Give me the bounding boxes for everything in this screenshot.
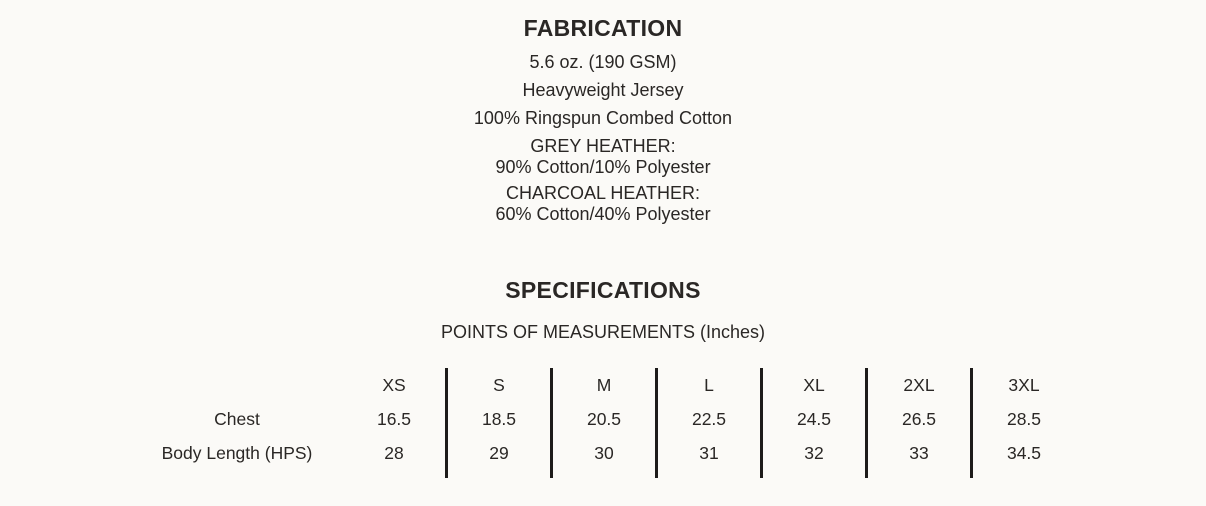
fabric-content: 100% Ringspun Combed Cotton <box>473 108 733 128</box>
chest-value-l: 22.5 <box>657 402 762 436</box>
fabric-type: Heavyweight Jersey <box>522 80 684 100</box>
measurement-row-body-length <box>131 436 1075 478</box>
chest-value-3xl: 28.5 <box>972 402 1076 436</box>
size-header-m: M <box>552 368 657 402</box>
specifications-section <box>0 277 1206 478</box>
body-length-value-3xl: 34.5 <box>972 436 1076 478</box>
measurements-subtitle: POINTS OF MEASUREMENTS (Inches) <box>440 322 766 342</box>
chest-value-xs: 16.5 <box>376 408 412 429</box>
charcoal-heather-label: CHARCOAL HEATHER: <box>505 183 701 203</box>
body-length-value-2xl: 33 <box>867 436 972 478</box>
body-length-value-m: 30 <box>552 436 657 478</box>
measurement-row-chest <box>131 402 1075 436</box>
fabric-weight: 5.6 oz. (190 GSM) <box>529 52 677 72</box>
body-length-value-xl: 32 <box>762 436 867 478</box>
row-label-body-length: Body Length (HPS) <box>161 442 313 463</box>
size-header-l: L <box>657 368 762 402</box>
size-header-xs: XS <box>382 374 406 395</box>
specifications-title: SPECIFICATIONS <box>505 277 701 303</box>
body-length-value-xs: 28 <box>384 442 404 463</box>
fabrication-title: FABRICATION <box>523 15 683 41</box>
size-header-xl: XL <box>762 368 867 402</box>
grey-heather-info <box>0 136 1206 178</box>
grey-heather-composition: 90% Cotton/10% Polyester <box>495 157 711 177</box>
grey-heather-label: GREY HEATHER: <box>530 136 676 156</box>
row-label-chest: Chest <box>214 408 260 429</box>
body-length-value-l: 31 <box>657 436 762 478</box>
chest-value-2xl: 26.5 <box>867 402 972 436</box>
chest-value-xl: 24.5 <box>762 402 867 436</box>
chest-value-m: 20.5 <box>552 402 657 436</box>
fabrication-details <box>0 48 1206 132</box>
charcoal-heather-info <box>0 183 1206 225</box>
size-header-s: S <box>447 368 552 402</box>
chest-value-s: 18.5 <box>447 402 552 436</box>
body-length-value-s: 29 <box>447 436 552 478</box>
size-header-row <box>131 368 1075 402</box>
size-header-2xl: 2XL <box>867 368 972 402</box>
empty-header-cell <box>131 368 343 402</box>
fabrication-section <box>0 16 1206 225</box>
size-measurements-table <box>131 368 1075 478</box>
size-header-3xl: 3XL <box>972 368 1076 402</box>
charcoal-heather-composition: 60% Cotton/40% Polyester <box>495 204 711 224</box>
